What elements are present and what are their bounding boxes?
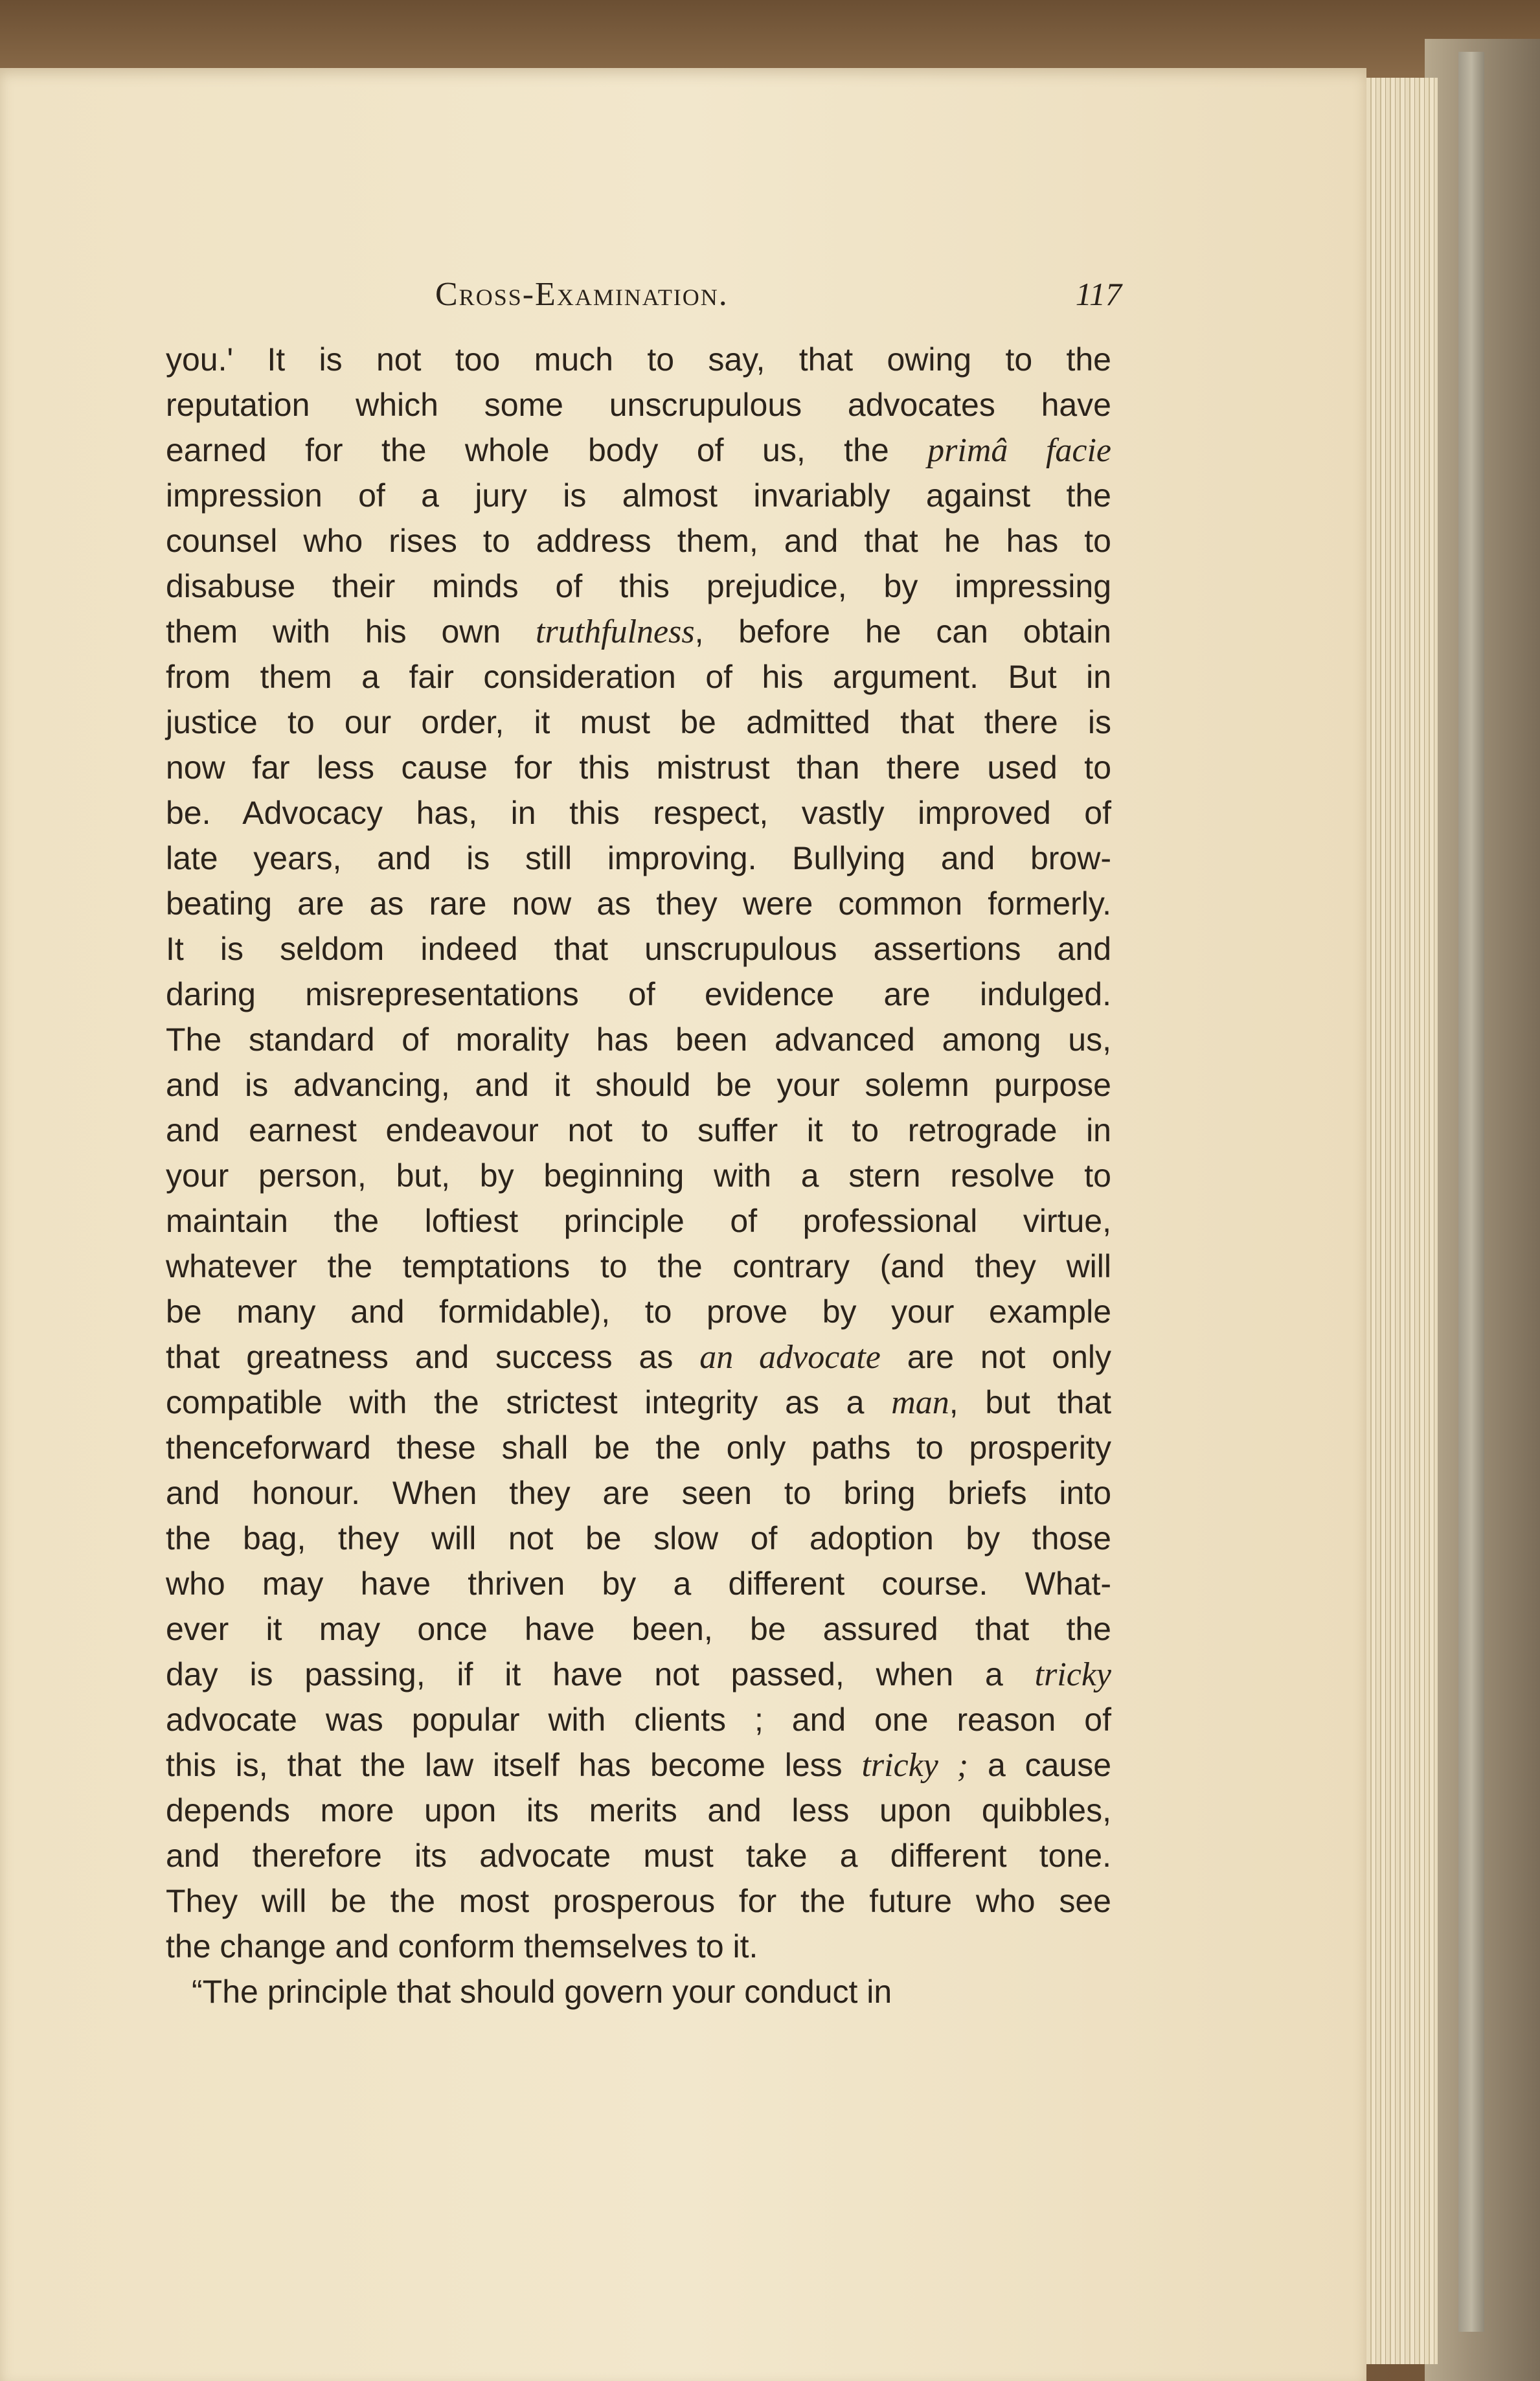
text-line [166, 1108, 1111, 1153]
text-line [166, 881, 1111, 926]
text-line [166, 1470, 1111, 1516]
text-run: thenceforward these shall be the only paths to prosperity [166, 1430, 1111, 1466]
text-run: disabuse their minds of this prejudice, by impressing [166, 568, 1111, 604]
text-run: , before he can obtain [694, 613, 1111, 650]
page-number: 117 [1075, 276, 1122, 312]
text-run: the change and conform themselves to it. [166, 1928, 758, 1965]
text-run: that greatness and success as [166, 1339, 700, 1375]
running-head [435, 275, 1122, 314]
book-cover-top [0, 0, 1540, 78]
running-head-title: Cross-Examination. [435, 276, 729, 313]
text-run: depends more upon its merits and less upon quibbles, [166, 1792, 1111, 1828]
text-line [166, 518, 1111, 564]
text-line [166, 745, 1111, 790]
text-line [166, 1062, 1111, 1108]
text-line [166, 1198, 1111, 1244]
text-run: day is passing, if it have not passed, when a [166, 1656, 1035, 1692]
text-line [166, 427, 1111, 473]
text-line [166, 1697, 1111, 1742]
italic-run: primâ facie [927, 432, 1111, 469]
text-run: maintain the loftiest principle of professional virtue, [166, 1203, 1111, 1239]
italic-run: an advocate [699, 1339, 881, 1376]
text-line [166, 1924, 1111, 1969]
text-run: impression of a jury is almost invariably against the [166, 477, 1111, 514]
text-line [166, 1833, 1111, 1878]
text-line [166, 1425, 1111, 1470]
text-run: and earnest endeavour not to suffer it to retrograde in [166, 1112, 1111, 1148]
text-run: beating are as rare now as they were common formerly. [166, 885, 1111, 922]
text-line [166, 700, 1111, 745]
text-run: a cause [968, 1747, 1112, 1783]
text-line [166, 1652, 1111, 1697]
book-board-edge [1458, 52, 1484, 2332]
text-run: and is advancing, and it should be your solemn purpose [166, 1067, 1111, 1103]
text-run: whatever the temptations to the contrary (and they will [166, 1248, 1111, 1284]
text-run: daring misrepresentations of evidence are indulged. [166, 976, 1111, 1012]
body-text [166, 337, 1111, 2014]
text-run: earned for the whole body of us, the [166, 432, 928, 468]
text-line [166, 564, 1111, 609]
text-run: “The principle that should govern your conduct in [192, 1974, 892, 2010]
italic-run: truthfulness [536, 613, 695, 650]
text-run: be. Advocacy has, in this respect, vastly improved of [166, 795, 1111, 831]
text-run: counsel who rises to address them, and that he has to [166, 523, 1111, 559]
text-run: now far less cause for this mistrust than there used to [166, 749, 1111, 786]
text-line [166, 1788, 1111, 1833]
page-edges [1366, 78, 1438, 2364]
text-line [166, 926, 1111, 972]
text-line [166, 654, 1111, 700]
text-line [166, 1969, 1111, 2014]
text-run: you.' It is not too much to say, that owing to the [166, 341, 1111, 378]
text-run: who may have thriven by a different course. What- [166, 1566, 1111, 1602]
text-run: justice to our order, it must be admitted that there is [166, 704, 1111, 740]
text-run: The standard of morality has been advanced among us, [166, 1021, 1111, 1058]
text-line [166, 1878, 1111, 1924]
text-line [166, 1516, 1111, 1561]
text-line [166, 1561, 1111, 1606]
text-run: late years, and is still improving. Bullying and brow- [166, 840, 1111, 876]
italic-run: tricky [1034, 1656, 1111, 1693]
text-run: compatible with the strictest integrity as a [166, 1384, 892, 1420]
text-line [166, 972, 1111, 1017]
text-line [166, 1153, 1111, 1198]
text-line [166, 382, 1111, 427]
text-line [166, 1380, 1111, 1425]
text-run: advocate was popular with clients ; and one reason of [166, 1702, 1111, 1738]
text-run: reputation which some unscrupulous advocates have [166, 387, 1111, 423]
text-run: be many and formidable), to prove by your example [166, 1293, 1111, 1330]
text-run: It is seldom indeed that unscrupulous assertions and [166, 931, 1111, 967]
text-line [166, 337, 1111, 382]
text-line [166, 1334, 1111, 1380]
text-run: They will be the most prosperous for the future who see [166, 1883, 1111, 1919]
text-line [166, 1244, 1111, 1289]
text-line [166, 836, 1111, 881]
text-line [166, 473, 1111, 518]
text-line [166, 1742, 1111, 1788]
italic-run: tricky ; [861, 1747, 969, 1784]
text-line [166, 790, 1111, 836]
italic-run: man [891, 1384, 949, 1421]
text-line [166, 1017, 1111, 1062]
text-line [166, 609, 1111, 654]
text-run: are not only [880, 1339, 1111, 1375]
text-run: and honour. When they are seen to bring briefs into [166, 1475, 1111, 1511]
text-run: your person, but, by beginning with a stern resolve to [166, 1157, 1111, 1194]
text-line [166, 1606, 1111, 1652]
text-run: , but that [949, 1384, 1111, 1420]
text-line [166, 1289, 1111, 1334]
text-run: ever it may once have been, be assured that the [166, 1611, 1111, 1647]
text-run: from them a fair consideration of his argument. But in [166, 659, 1111, 695]
text-run: them with his own [166, 613, 536, 650]
text-run: and therefore its advocate must take a different tone. [166, 1838, 1111, 1874]
text-run: the bag, they will not be slow of adoption by those [166, 1520, 1111, 1556]
text-run: this is, that the law itself has become less [166, 1747, 862, 1783]
